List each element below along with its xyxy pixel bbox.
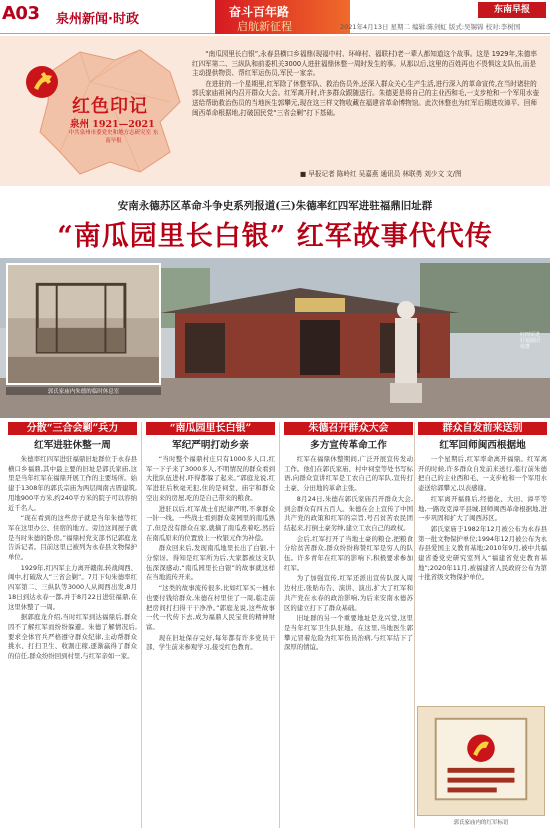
paragraph: 8月24日,朱德在郭氏家庙召开群众大会,到会群众有四五百人。朱德在会上宣传了中国共产党的政策和红军的宗旨,号召贫苦农民团结起来,打倒土豪劣绅,建立工农自己的政权。 (284, 494, 413, 532)
column-body (146, 455, 275, 653)
headline-kicker: 安南永德苏区革命斗争史系列报道(三)朱德率红四军进驻福鼎旧址群 (117, 200, 433, 212)
column-body (418, 455, 547, 583)
column-kicker: “南瓜园里长白银” (146, 422, 275, 435)
column-heading: 多方宣传革命工作 (310, 440, 387, 451)
article-column (8, 422, 137, 663)
intro-paragraph: “南瓜园里长白银”,永春县横口乡福鼎(现福中村、环峰村、福联村)老一辈人都知道这个故事。这是 1929年,朱德率红四军第二、三纵队和前委机关3000人进驻福鼎休整一周时发生的事。从那以后,这里的百姓再也不畏惧这支队伍,而是主动提供物资、帮红军运伤员,军民一家亲。 (192, 50, 537, 78)
page-header (0, 0, 550, 34)
main-headline: “南瓜园里长白银” 红军故事代代传 (57, 221, 493, 252)
paragraph: 进驻以后,红军战士们纪律严明,不拿群众一针一线。一些战士看到群众菜园里的南瓜熟了,但是没有群众在家,就摘了南瓜煮着吃,然后在南瓜原来的位置放上一枚银元作为补偿。 (146, 504, 275, 542)
paragraph: “当时整个福鼎村庄只有1000多人口,红军一下子来了3000多人,不明情况的群众看到大批队伍进村,吓得都躲了起来。”郭庭龙说,红军进驻后秋毫无犯,住的是祠堂、庙宇和群众空出来的房屋,吃的是自己带来的粮食。 (146, 455, 275, 502)
column-kicker: 分散“三合会剿”兵力 (8, 422, 137, 435)
column-divider (279, 422, 280, 828)
paragraph: 红军离开福鼎后,经德化、大田、漳平等地,一路攻克漳平县城,回师闽西革命根据地,进一步巩固和扩大了闽西苏区。 (418, 494, 547, 523)
column-badge-title: 红色印记 (72, 96, 148, 117)
paragraph: 郭氏家庙于1982年12月被公布为永春县第一批文物保护单位;1994年12月被公布为永春县爱国主义教育基地;2010年9月,被中共福建省委党史研究室列入“福建省党史教育基地”;2020年11月,被福建省人民政府公布为第十批省级文物保护单位。 (418, 524, 547, 582)
paragraph: 据郭庭龙介绍,当时红军到达福鼎后,群众因不了解红军而纷纷躲避。朱德了解情况后,要求全体官兵严格遵守群众纪律,主动帮群众挑水、打扫卫生、收割庄稼,逐渐赢得了群众的信任,群众纷纷回到村里,与红军亲如一家。 (8, 613, 137, 661)
column-heading: 军纪严明打动乡亲 (172, 440, 249, 451)
column-divider (141, 422, 142, 828)
slogan-wall-photo (417, 706, 545, 816)
party-emblem-icon (26, 66, 58, 98)
section-title: 泉州新闻·时政 (56, 12, 139, 27)
article-column (146, 422, 275, 654)
paragraph: 朱德率红四军进驻福鼎旧址群位于永春县横口乡福鼎,其中最主要的旧址是郭氏家庙,这里是当年红军在福鼎开展工作的主要场所。始建于1308年的郭氏宗庙为两层闽南古厝建筑,用地900平方米,约240平方米的院子可以容纳近千名人。 (8, 455, 137, 512)
paragraph: “这类的故事流传很多,比如红军买一桶水也要付钱给群众,朱德在村里住了一周,临走前把房间打扫得干干净净。”郭庭龙说,这些故事一代一代传下去,成为福鼎人民宝贵的精神财富。 (146, 584, 275, 631)
column-heading: 红军进驻休整一周 (34, 440, 111, 451)
paragraph: 为了加强宣传,红军还派出宣传队深入周边村庄,张贴布告、演讲、演出,扩大了红军和共产党在永春的政治影响,为后来安南永德苏区的建立打下了群众基础。 (284, 574, 413, 612)
column-kicker: 朱德召开群众大会 (284, 422, 413, 435)
column-kicker: 群众自发前来送别 (418, 422, 547, 435)
newspaper-logo: 东南早报 (478, 2, 546, 18)
intro-paragraph: 在进驻的一个星期里,红军除了休整军队、救治伤员外,还深入群众关心生产生活,进行深入的革命宣传,在当时诸驻的郭氏家庙祖祠内召开群众大会。红军离开时,许多群众跟随送行。朱德更是将自己的主业西和毛,一支步枪和一个军用水壶送给帮助救治伤员的当地医生郭攀元,现在这三样文物收藏在福建省革命博物馆。此次休整也为红军后期进攻漳平、回师闽西革命根据地,打破国民党“三省会剿”打下基础。 (192, 79, 540, 117)
column-body (8, 455, 137, 662)
column-heading: 红军回师闽西根据地 (439, 440, 526, 451)
date-editor-line: 2021年4月13日 星期二 编辑:陈剑虹 版式:吴锡锦 校对:李树国 (340, 23, 521, 31)
inset-photo-bedroom (6, 263, 161, 385)
paragraph: 一个星期后,红军率命离开福鼎。红军离开的时候,许多群众自发前来送行,临行前朱德把自己的主业西和毛、一支步枪和一个军用水壶送给郭攀元,以表感谢。 (418, 455, 547, 493)
main-photo-caption: 红四军进驻福鼎旧址群 (520, 332, 541, 350)
paragraph: 旧址群的另一个重要地址是龙兴堂,这里是当年红军卫生队驻地。在这里,当地医生郭攀元冒着危险为红军伤员治病,与红军结下了深厚的情谊。 (284, 614, 413, 652)
paragraph: 1929年,红四军主力离开赣南,转战闽西、闽中,打破敌人“三省会剿”。7月下旬朱德率红四军第二、三纵队等3000人从闽西出发,8月18日到达永春一都,并于8月22日进驻福鼎,在这里休整了一周。 (8, 563, 137, 611)
paragraph: 现在旧址保存完好,每年都有许多党员干部、学生前来参观学习,接受红色教育。 (146, 633, 275, 652)
column-badge-org: 中共泉州市委党史和地方志研究室 东南早报 (68, 130, 159, 144)
column-body (284, 455, 413, 653)
paragraph: “现在看到的这些房子就是当年朱德等红军在这里办公、住宿的地方。旁边这间屋子就是当时朱德的卧房。”福鼎村党支部书记郭庭龙告诉记者。目前这里已被列为永春县文物保护单位。 (8, 514, 137, 562)
article-column (284, 422, 413, 654)
page-number: A03 (2, 3, 40, 24)
column-divider (414, 422, 415, 828)
banner-line2: 启航新征程 (237, 20, 292, 33)
paragraph: 群众回来后,发现南瓜地里长出了白银,十分惊讶。得知是红军所为后,大家都被这支队伍深深感动,“南瓜园里长白银”的故事就这样在当地流传开来。 (146, 544, 275, 582)
byline: ■ 早报记者 陈岭红 吴嘉燕 通讯员 林联勇 刘少文 文/图 (300, 170, 462, 178)
inset-photo-caption: 郭氏家庙内朱德的临时休息室 (6, 387, 161, 395)
banner-line1: 奋斗百年路 (229, 5, 290, 19)
paragraph: 红军在福鼎休整期间,广泛开展宣传发动工作。他们在郭氏家庙、村中祠堂等处书写标语,向群众宣讲红军是工农自己的军队,宣传打土豪、分田地的革命主张。 (284, 455, 413, 493)
column-badge-years: 泉州 1921—2021 (70, 119, 155, 130)
intro-text (192, 50, 542, 119)
paragraph: 会后,红军打开了当地土豪的粮仓,把粮食分给贫苦群众,群众纷纷称赞红军是穷人的队伍。许多青年在红军的影响下,积极要求参加红军。 (284, 534, 413, 572)
slogan-photo-caption: 郭氏家庙内的红军标语 (453, 820, 509, 826)
article-column (418, 422, 547, 584)
anniversary-banner (215, 0, 350, 34)
